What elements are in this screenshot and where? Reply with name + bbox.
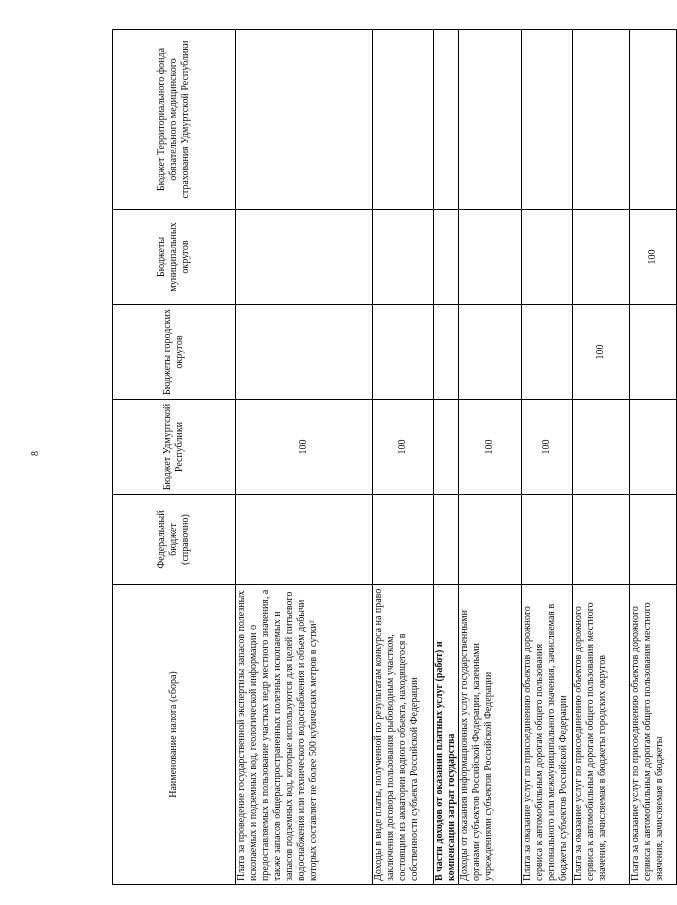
row-tax-name: Плата за оказание услуг по присоединению объектов дорожного сервиса к автомобильным дорогам общего пользования регионального или межмуниципального значения, зачисляемая в бюджеты субъектов Российской Федерации: [522, 585, 573, 885]
cell-city-districts: [236, 305, 373, 400]
cell-federal: [236, 495, 373, 585]
cell-city-districts: [373, 305, 434, 400]
cell-city-districts: 100: [573, 305, 630, 400]
table-row: [573, 30, 630, 885]
rotated-table-wrapper: [112, 30, 665, 885]
table-row: [434, 30, 459, 885]
cell-republic: [630, 400, 677, 495]
cell-republic: [434, 400, 459, 495]
cell-republic: 100: [373, 400, 434, 495]
cell-medical-fund: [459, 30, 522, 210]
cell-municipal-districts: [459, 210, 522, 305]
cell-municipal-districts: [434, 210, 459, 305]
table-row: [236, 30, 373, 885]
header-republic-budget: Бюджет Удмуртской Республики: [113, 400, 236, 495]
page-number: 8: [30, 451, 41, 456]
cell-medical-fund: [573, 30, 630, 210]
cell-republic: 100: [459, 400, 522, 495]
cell-federal: [522, 495, 573, 585]
table-row: [373, 30, 434, 885]
cell-federal: [630, 495, 677, 585]
cell-medical-fund: [373, 30, 434, 210]
row-tax-name: Плата за оказание услуг по присоединению объектов дорожного сервиса к автомобильным дорогам общего пользования местного значения, зачисляемая в бюджеты: [630, 585, 677, 885]
cell-city-districts: [630, 305, 677, 400]
header-medical-insurance-fund-budget: Бюджет Территориального фонда обязательного медицинского страхования Удмуртской Республики: [113, 30, 236, 210]
cell-municipal-districts: [236, 210, 373, 305]
cell-city-districts: [522, 305, 573, 400]
cell-city-districts: [459, 305, 522, 400]
row-tax-name: Плата за проведение государственной экспертизы запасов полезных ископаемых и подземных вод, геологической информации о предоставляемых в пользование участках недр местного значения, а также запасов общераспространенных полезных ископаемых и запасов подземных вод, которые используются для целей питьевого водоснабжения или технического водоснабжения и объем добычи которых составляет не более 500 кубических метров в сутки²: [236, 585, 373, 885]
cell-federal: [459, 495, 522, 585]
table-header-row: [113, 30, 236, 885]
cell-republic: 100: [522, 400, 573, 495]
cell-republic: [573, 400, 630, 495]
table-row: [459, 30, 522, 885]
cell-medical-fund: [236, 30, 373, 210]
cell-federal: [434, 495, 459, 585]
row-tax-name: Доходы в виде платы, полученной по результатам конкурса на право заключения договора пользования рыбоводным участком, состоящим из акватории водного объекта, находящегося в собственности субъекта Российской Федерации: [373, 585, 434, 885]
header-tax-name: Наименование налога (сбора): [113, 585, 236, 885]
cell-medical-fund: [630, 30, 677, 210]
table-row: [630, 30, 677, 885]
row-section-heading: В части доходов от оказания платных услуг (работ) и компенсации затрат государства: [434, 585, 459, 885]
cell-medical-fund: [522, 30, 573, 210]
header-federal-budget: Федеральный бюджет (справочно): [113, 495, 236, 585]
cell-city-districts: [434, 305, 459, 400]
cell-municipal-districts: [522, 210, 573, 305]
cell-municipal-districts: [573, 210, 630, 305]
header-municipal-districts-budget: Бюджеты муниципальных округов: [113, 210, 236, 305]
row-tax-name: Плата за оказание услуг по присоединению объектов дорожного сервиса к автомобильным дорогам общего пользования местного значения, зачисляемая в бюджеты городских округов: [573, 585, 630, 885]
cell-municipal-districts: 100: [630, 210, 677, 305]
cell-federal: [373, 495, 434, 585]
cell-federal: [573, 495, 630, 585]
cell-municipal-districts: [373, 210, 434, 305]
budget-distribution-table: [112, 29, 677, 885]
table-row: [522, 30, 573, 885]
cell-medical-fund: [434, 30, 459, 210]
header-city-districts-budget: Бюджеты городских округов: [113, 305, 236, 400]
row-tax-name: Доходы от оказания информационных услуг государственными органами субъектов Российской Федерации, казенными учреждениями субъектов Российской Федерации: [459, 585, 522, 885]
cell-republic: 100: [236, 400, 373, 495]
